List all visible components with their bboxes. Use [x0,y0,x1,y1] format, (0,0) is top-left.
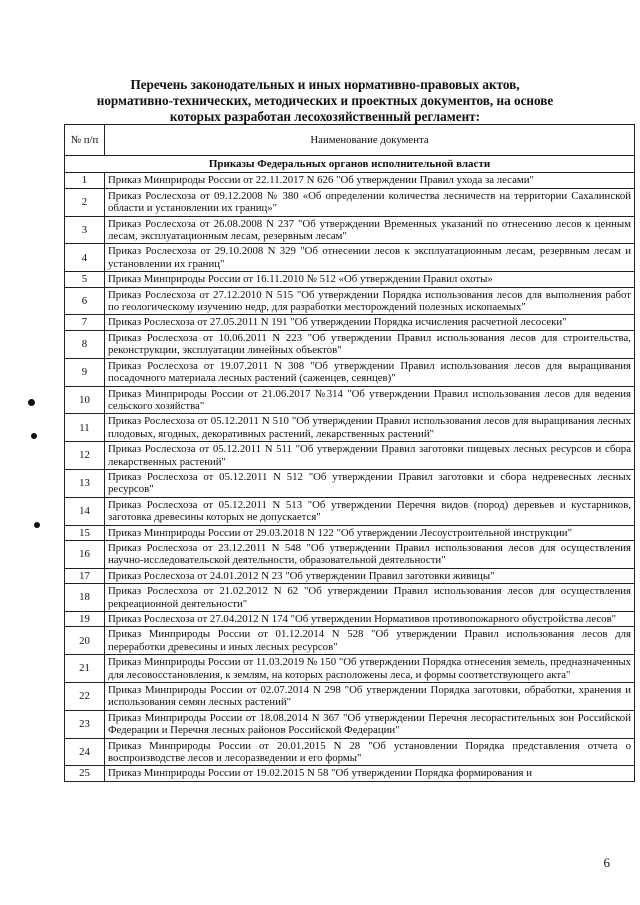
table-row [65,525,635,540]
table-row [65,330,635,358]
row-number: 1 [65,173,105,188]
row-number: 19 [65,612,105,627]
row-document-name: Приказ Минприроды России от 19.02.2015 N 58 "Об утверждении Порядка формирования и [105,766,635,781]
row-number: 5 [65,272,105,287]
table-row [65,315,635,330]
row-document-name: Приказ Рослесхоза от 27.12.2010 N 515 "Об утверждении Порядка использования лесов для выполнения работ по геологическому изучению недр, для разработки месторождений полезных ископаемых" [105,287,635,315]
table-row [65,414,635,442]
row-document-name: Приказ Минприроды России от 02.07.2014 N 298 "Об утверждении Порядка заготовки, обработки, хранения и использования семян лесных растений" [105,683,635,711]
row-document-name: Приказ Рослесхоза от 09.12.2008 № 380 «Об определении количества лесничеств на территории Сахалинской области и установлении их границ»" [105,188,635,216]
row-document-name: Приказ Минприроды России от 21.06.2017 №314 "Об утверждении Правил использования лесов для ведения сельского хозяйства" [105,386,635,414]
row-number: 17 [65,568,105,583]
row-number: 12 [65,442,105,470]
row-document-name: Приказ Рослесхоза от 05.12.2011 N 510 "Об утверждении Правил использования лесов для выращивания лесных плодовых, ягодных, декоративных растений, лекарственных растений" [105,414,635,442]
title-line: которых разработан лесохозяйственный регламент: [169,109,481,124]
table-row [65,469,635,497]
title-line: Перечень законодательных и иных нормативно-правовых актов, [130,77,520,92]
table-row [65,386,635,414]
row-number: 23 [65,710,105,738]
row-number: 25 [65,766,105,781]
table-row [65,710,635,738]
row-number: 18 [65,584,105,612]
section-title: Приказы Федеральных органов исполнительной власти [65,156,635,173]
row-number: 2 [65,188,105,216]
title-line: нормативно-технических, методических и проектных документов, на основе [96,93,554,108]
row-document-name: Приказ Рослесхоза от 19.07.2011 N 308 "Об утверждении Правил использования лесов для выращивания посадочного материала лесных растений (саженцев, сеянцев)" [105,358,635,386]
row-document-name: Приказ Рослесхоза от 27.05.2011 N 191 "Об утверждении Порядка исчисления расчетной лесосеки" [105,315,635,330]
table-row [65,568,635,583]
row-document-name: Приказ Рослесхоза от 21.02.2012 N 62 "Об утверждении Правил использования лесов для осуществления рекреационной деятельности" [105,584,635,612]
table-row [65,683,635,711]
table-row [65,627,635,655]
row-number: 6 [65,287,105,315]
row-number: 7 [65,315,105,330]
table-row [65,497,635,525]
row-document-name: Приказ Рослесхоза от 26.08.2008 N 237 "Об утверждении Временных указаний по отнесению лесов к ценным лесам, эксплуатационным лесам, резервным лесам" [105,216,635,244]
row-number: 20 [65,627,105,655]
table-row [65,358,635,386]
table-row [65,766,635,781]
row-number: 14 [65,497,105,525]
table-row [65,612,635,627]
table-row [65,655,635,683]
row-number: 22 [65,683,105,711]
table-row [65,584,635,612]
margin-dot [34,522,40,528]
table-row [65,442,635,470]
row-number: 9 [65,358,105,386]
page-number: 6 [603,855,610,870]
row-document-name: Приказ Рослесхоза от 05.12.2011 N 511 "Об утверждении Правил заготовки пищевых лесных ресурсов и сбора лекарственных растений" [105,442,635,470]
row-number: 4 [65,244,105,272]
section-row [65,156,635,173]
row-document-name: Приказ Рослесхоза от 29.10.2008 N 329 "Об отнесении лесов к эксплуатационным лесам, резервным лесам и установлении их границ" [105,244,635,272]
table-row [65,540,635,568]
row-number: 24 [65,738,105,766]
row-document-name: Приказ Рослесхоза от 05.12.2011 N 512 "Об утверждении Правил заготовки и сбора недревесных лесных ресурсов" [105,469,635,497]
documents-table [64,124,635,782]
row-document-name: Приказ Минприроды России от 29.03.2018 N 122 "Об утверждении Лесоустроительной инструкции" [105,525,635,540]
row-number: 13 [65,469,105,497]
table-row [65,738,635,766]
table-header-row [65,125,635,156]
row-number: 15 [65,525,105,540]
row-document-name: Приказ Рослесхоза от 27.04.2012 N 174 "Об утверждении Нормативов противопожарного обустройства лесов" [105,612,635,627]
row-document-name: Приказ Минприроды России от 11.03.2019 № 150 "Об утверждении Порядка отнесения земель, предназначенных для лесовосстановления, к землям, на которых расположены леса, и формы соответствующего акта" [105,655,635,683]
row-document-name: Приказ Рослесхоза от 24.01.2012 N 23 "Об утверждении Правил заготовки живицы" [105,568,635,583]
row-document-name: Приказ Минприроды России от 18.08.2014 N 367 "Об утверждении Перечня лесорастительных зон Российской Федерации и Перечня лесных районов Российской Федерации" [105,710,635,738]
table-row [65,188,635,216]
row-document-name: Приказ Минприроды России от 20.01.2015 N 28 "Об установлении Порядка представления отчета о воспроизводстве лесов и лесоразведении и его формы" [105,738,635,766]
row-document-name: Приказ Минприроды России от 22.11.2017 N 626 "Об утверждении Правил ухода за лесами" [105,173,635,188]
table-row [65,287,635,315]
header-name: Наименование документа [105,125,635,156]
row-number: 3 [65,216,105,244]
row-number: 8 [65,330,105,358]
table-row [65,216,635,244]
row-document-name: Приказ Минприроды России от 16.11.2010 № 512 «Об утверждении Правил охоты» [105,272,635,287]
row-document-name: Приказ Рослесхоза от 10.06.2011 N 223 "Об утверждении Правил использования лесов для строительства, реконструкции, эксплуатации линейных объектов" [105,330,635,358]
row-number: 11 [65,414,105,442]
row-document-name: Приказ Рослесхоза от 23.12.2011 N 548 "Об утверждении Правил использования лесов для осуществления научно-исследовательской деятельности, образовательной деятельности" [105,540,635,568]
row-number: 16 [65,540,105,568]
row-number: 10 [65,386,105,414]
table-row [65,244,635,272]
header-number: № п/п [65,125,105,156]
document-title [70,77,580,125]
margin-dot [31,433,37,439]
row-document-name: Приказ Минприроды России от 01.12.2014 N 528 "Об утверждении Правил использования лесов для переработки древесины и иных лесных ресурсов" [105,627,635,655]
row-number: 21 [65,655,105,683]
margin-dot [28,399,35,406]
table-row [65,272,635,287]
row-document-name: Приказ Рослесхоза от 05.12.2011 N 513 "Об утверждении Перечня видов (пород) деревьев и кустарников, заготовка древесины которых не допускается" [105,497,635,525]
table-row [65,173,635,188]
